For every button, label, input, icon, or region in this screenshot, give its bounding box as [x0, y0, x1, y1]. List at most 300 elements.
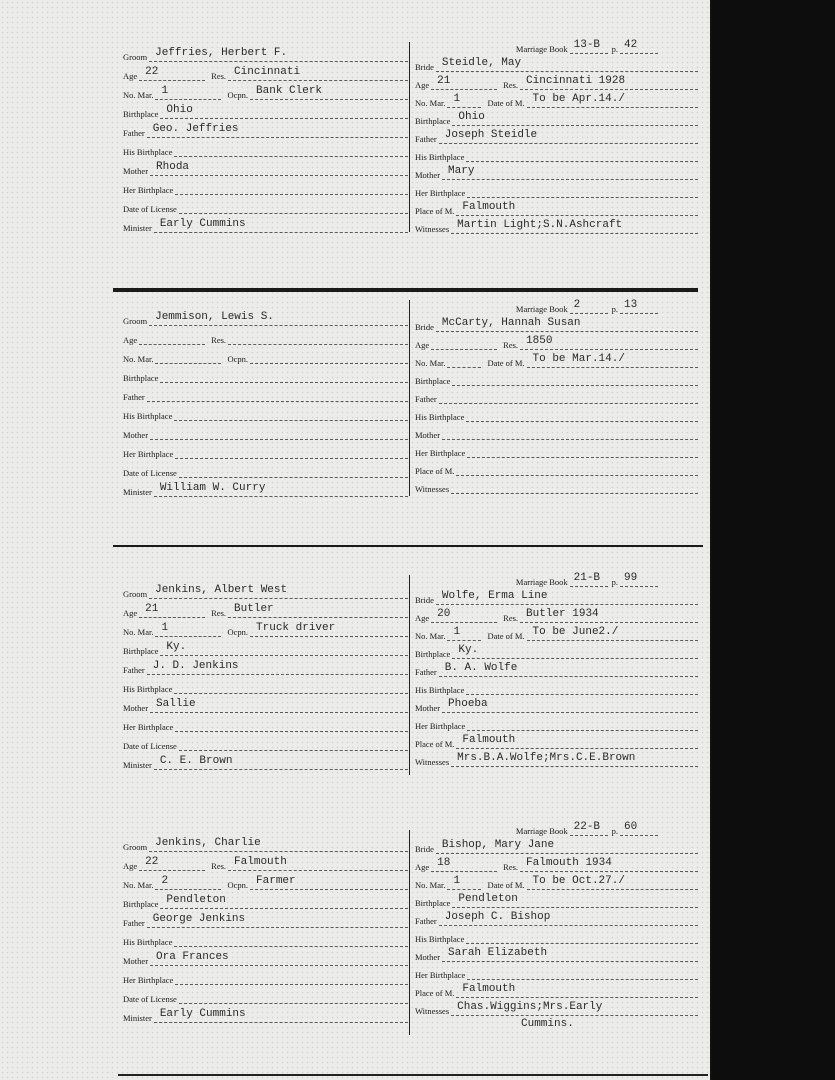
groom-res — [228, 329, 408, 345]
marriage-book-number: 21-B — [570, 571, 608, 587]
groom-mother: Rhoda — [150, 160, 408, 176]
groom-res: Butler — [228, 602, 408, 618]
groom-his-birthplace — [174, 678, 408, 694]
groom-field-row — [123, 405, 408, 421]
field-label: Minister — [123, 223, 152, 233]
bride-field-row — [415, 607, 698, 623]
groom-date-of-license — [179, 988, 408, 1004]
bride-date-of-m: To be Oct.27./ — [527, 874, 698, 890]
field-label: Birthplace — [123, 646, 159, 656]
field-label: Mother — [123, 703, 149, 713]
groom-name: Jenkins, Charlie — [149, 836, 408, 852]
field-label: His Birthplace — [415, 685, 465, 695]
field-label: Witnesses — [415, 757, 450, 767]
page-edge — [710, 0, 712, 1080]
field-label: No. Mar. — [123, 627, 154, 637]
groom-field-row — [123, 640, 408, 656]
marriage-book-page: 13 — [620, 298, 658, 314]
groom-field-row — [123, 950, 408, 966]
groom-mother: Sallie — [150, 697, 408, 713]
field-label: Father — [123, 392, 145, 402]
field-label: Mother — [415, 430, 441, 440]
groom-ocpn: Bank Clerk — [250, 84, 408, 100]
field-label: Res. — [503, 862, 519, 872]
field-label: Her Birthplace — [415, 448, 466, 458]
field-label: Witnesses — [415, 224, 450, 234]
bride-mother: Mary — [442, 164, 698, 180]
field-label: Her Birthplace — [123, 975, 174, 985]
column-divider — [409, 300, 410, 496]
field-label: Date of M. — [487, 631, 525, 641]
groom-field-row — [123, 716, 408, 732]
field-label: Her Birthplace — [123, 722, 174, 732]
bride-field-row — [415, 92, 698, 108]
field-label: Mother — [415, 703, 441, 713]
bride-field-row — [415, 424, 698, 440]
field-label: Mother — [123, 166, 149, 176]
field-label: Place of M. — [415, 988, 455, 998]
groom-res: Cincinnati — [228, 65, 408, 81]
groom-field-row — [123, 65, 408, 81]
field-label: No. Mar. — [415, 98, 446, 108]
bride-his-birthplace — [466, 679, 698, 695]
field-label: Res. — [211, 861, 227, 871]
groom-field-row — [123, 754, 408, 770]
bride-witnesses: Mrs.B.A.Wolfe;Mrs.C.E.Brown — [451, 751, 698, 767]
bride-field-row — [415, 164, 698, 180]
bride-field-row — [415, 856, 698, 872]
groom-her-birthplace — [175, 969, 408, 985]
groom-birthplace — [160, 367, 408, 383]
field-label: Birthplace — [415, 649, 451, 659]
field-label: Her Birthplace — [415, 721, 466, 731]
bride-age — [431, 334, 497, 350]
field-label: Mother — [123, 430, 149, 440]
bride-field-row — [415, 128, 698, 144]
bride-field-row — [415, 38, 698, 54]
bride-birthplace: Ohio — [452, 110, 698, 126]
groom-field-row — [123, 481, 408, 497]
bride-field-row — [415, 733, 698, 749]
groom-field-row — [123, 602, 408, 618]
bride-field-row — [415, 946, 698, 962]
bride-field-row — [415, 964, 698, 980]
bride-field-row — [415, 928, 698, 944]
field-label: Date of M. — [487, 358, 525, 368]
field-label: His Birthplace — [415, 934, 465, 944]
groom-age: 21 — [139, 602, 205, 618]
bride-place-of-m: Falmouth — [456, 982, 698, 998]
groom-field-row — [123, 46, 408, 62]
bride-no-mar — [447, 352, 481, 368]
card-top-border — [113, 288, 698, 290]
field-label: Age — [123, 71, 138, 81]
bride-father: Joseph C. Bishop — [439, 910, 698, 926]
field-label: Date of License — [123, 468, 177, 478]
groom-no-mar — [155, 348, 221, 364]
bride-his-birthplace — [466, 406, 698, 422]
groom-age — [139, 329, 205, 345]
bride-mother: Sarah Elizabeth — [442, 946, 698, 962]
groom-minister: C. E. Brown — [154, 754, 408, 770]
bride-field-row — [415, 406, 698, 422]
field-label: Father — [415, 916, 437, 926]
marriage-book-number: 2 — [570, 298, 608, 314]
bride-field-row — [415, 679, 698, 695]
field-label: Ocpn. — [227, 90, 249, 100]
field-label: Age — [123, 608, 138, 618]
bride-field-row — [415, 146, 698, 162]
bride-her-birthplace — [467, 442, 698, 458]
field-label: Res. — [211, 335, 227, 345]
groom-mother: Ora Frances — [150, 950, 408, 966]
groom-father: J. D. Jenkins — [147, 659, 408, 675]
bride-mother: Phoeba — [442, 697, 698, 713]
bride-field-row — [415, 1000, 698, 1016]
bride-father: B. A. Wolfe — [439, 661, 698, 677]
field-label: His Birthplace — [123, 147, 173, 157]
groom-field-row — [123, 348, 408, 364]
groom-ocpn: Truck driver — [250, 621, 408, 637]
marriage-book-label: Marriage Book — [515, 304, 568, 314]
next-card-border — [118, 1074, 708, 1076]
bride-field-row — [415, 838, 698, 854]
field-label: His Birthplace — [123, 411, 173, 421]
field-label: Date of M. — [487, 880, 525, 890]
bride-his-birthplace — [466, 928, 698, 944]
field-label: Birthplace — [415, 898, 451, 908]
page-label: p. — [611, 826, 618, 836]
bride-place-of-m: Falmouth — [456, 200, 698, 216]
bride-field-row — [415, 334, 698, 350]
bride-field-row — [415, 478, 698, 494]
bride-field-row — [415, 110, 698, 126]
bride-no-mar: 1 — [447, 625, 481, 641]
field-label: Place of M. — [415, 466, 455, 476]
groom-field-row — [123, 122, 408, 138]
field-label: No. Mar. — [123, 880, 154, 890]
field-label: Ocpn. — [227, 354, 249, 364]
groom-birthplace: Pendleton — [160, 893, 408, 909]
bride-field-row — [415, 589, 698, 605]
groom-field-row — [123, 367, 408, 383]
bride-birthplace — [452, 370, 698, 386]
field-label: Her Birthplace — [123, 185, 174, 195]
field-label: No. Mar. — [123, 354, 154, 364]
field-label: Witnesses — [415, 484, 450, 494]
field-label: Birthplace — [123, 373, 159, 383]
bride-field-row — [415, 316, 698, 332]
field-label: Witnesses — [415, 1006, 450, 1016]
bride-name: Steidle, May — [436, 56, 698, 72]
groom-birthplace: Ky. — [160, 640, 408, 656]
groom-his-birthplace — [174, 405, 408, 421]
bride-date-of-m: To be Apr.14./ — [527, 92, 698, 108]
field-label: Mother — [415, 952, 441, 962]
marriage-book-number: 22-B — [570, 820, 608, 836]
field-label: Res. — [211, 71, 227, 81]
groom-field-row — [123, 678, 408, 694]
groom-no-mar: 1 — [155, 84, 221, 100]
bride-date-of-m: To be June2./ — [527, 625, 698, 641]
bride-field-row — [415, 460, 698, 476]
groom-age: 22 — [139, 65, 205, 81]
bride-res: Butler 1934 — [520, 607, 698, 623]
bride-age: 18 — [431, 856, 497, 872]
bride-birthplace: Ky. — [452, 643, 698, 659]
groom-mother — [150, 424, 408, 440]
marriage-record-card — [113, 292, 698, 532]
field-label: Age — [123, 335, 138, 345]
groom-field-row — [123, 179, 408, 195]
bride-father — [439, 388, 698, 404]
groom-his-birthplace — [174, 931, 408, 947]
bride-res: Cincinnati 1928 — [520, 74, 698, 90]
field-label: No. Mar. — [415, 631, 446, 641]
field-label: Father — [123, 918, 145, 928]
bride-her-birthplace — [467, 715, 698, 731]
groom-field-row — [123, 103, 408, 119]
bride-res: 1850 — [520, 334, 698, 350]
field-label: Res. — [211, 608, 227, 618]
bride-name: McCarty, Hannah Susan — [436, 316, 698, 332]
marriage-book-number: 13-B — [570, 38, 608, 54]
groom-age: 22 — [139, 855, 205, 871]
bride-her-birthplace — [467, 964, 698, 980]
groom-field-row — [123, 84, 408, 100]
groom-field-row — [123, 160, 408, 176]
bride-place-of-m: Falmouth — [456, 733, 698, 749]
bride-witnesses — [451, 478, 698, 494]
field-label: No. Mar. — [415, 880, 446, 890]
bride-field-row — [415, 56, 698, 72]
bride-mother — [442, 424, 698, 440]
groom-field-row — [123, 462, 408, 478]
field-label: Age — [415, 862, 430, 872]
groom-date-of-license — [179, 735, 408, 751]
field-label: Bride — [415, 62, 434, 72]
page-label: p. — [611, 304, 618, 314]
groom-ocpn: Farmer — [250, 874, 408, 890]
groom-her-birthplace — [175, 179, 408, 195]
bride-name: Bishop, Mary Jane — [436, 838, 698, 854]
column-divider — [409, 42, 410, 232]
groom-his-birthplace — [174, 141, 408, 157]
groom-her-birthplace — [175, 716, 408, 732]
field-label: Minister — [123, 760, 152, 770]
field-label: Age — [415, 613, 430, 623]
field-label: Ocpn. — [227, 627, 249, 637]
bride-her-birthplace — [467, 182, 698, 198]
field-label: Birthplace — [123, 109, 159, 119]
marriage-book-page: 60 — [620, 820, 658, 836]
bride-field-row — [415, 643, 698, 659]
bride-name: Wolfe, Erma Line — [436, 589, 698, 605]
groom-field-row — [123, 931, 408, 947]
page-label: p. — [611, 577, 618, 587]
field-label: Place of M. — [415, 206, 455, 216]
bride-no-mar: 1 — [447, 92, 481, 108]
bride-field-row — [415, 715, 698, 731]
field-label: His Birthplace — [123, 937, 173, 947]
bride-field-row — [415, 442, 698, 458]
marriage-record-card — [113, 545, 698, 785]
field-label: Age — [123, 861, 138, 871]
field-label: Date of License — [123, 741, 177, 751]
bride-age: 21 — [431, 74, 497, 90]
bride-witnesses: Martin Light;S.N.Ashcraft — [451, 218, 698, 234]
groom-no-mar: 1 — [155, 621, 221, 637]
page-label: p. — [611, 44, 618, 54]
bride-field-row — [415, 874, 698, 890]
marriage-book-label: Marriage Book — [515, 44, 568, 54]
field-label: Birthplace — [415, 116, 451, 126]
groom-field-row — [123, 855, 408, 871]
field-label: Res. — [503, 80, 519, 90]
field-label: No. Mar. — [415, 358, 446, 368]
field-label: Date of M. — [487, 98, 525, 108]
groom-field-row — [123, 659, 408, 675]
bride-field-row — [415, 661, 698, 677]
field-label: Groom — [123, 316, 148, 326]
field-label: Birthplace — [123, 899, 159, 909]
groom-minister: Early Cummins — [154, 1007, 408, 1023]
field-label: Res. — [503, 613, 519, 623]
groom-field-row — [123, 912, 408, 928]
groom-field-row — [123, 141, 408, 157]
groom-field-row — [123, 443, 408, 459]
field-label: Father — [123, 128, 145, 138]
field-label: Bride — [415, 595, 434, 605]
groom-field-row — [123, 424, 408, 440]
groom-ocpn — [250, 348, 408, 364]
groom-her-birthplace — [175, 443, 408, 459]
groom-field-row — [123, 386, 408, 402]
field-label: Minister — [123, 1013, 152, 1023]
field-label: Groom — [123, 842, 148, 852]
field-label: Bride — [415, 322, 434, 332]
groom-name: Jeffries, Herbert F. — [149, 46, 408, 62]
marriage-record-card — [113, 38, 698, 278]
bride-his-birthplace — [466, 146, 698, 162]
field-label: Her Birthplace — [415, 188, 466, 198]
bride-witnesses: Chas.Wiggins;Mrs.Early — [451, 1000, 698, 1016]
field-label: Res. — [503, 340, 519, 350]
marriage-book-page: 42 — [620, 38, 658, 54]
bride-place-of-m — [456, 460, 698, 476]
groom-name: Jenkins, Albert West — [149, 583, 408, 599]
field-label: His Birthplace — [415, 412, 465, 422]
bride-field-row — [415, 74, 698, 90]
field-label: Minister — [123, 487, 152, 497]
field-label: His Birthplace — [415, 152, 465, 162]
groom-field-row — [123, 198, 408, 214]
field-label: Groom — [123, 52, 148, 62]
witnesses-continued: Cummins. — [521, 1018, 574, 1030]
card-top-border — [113, 545, 703, 547]
bride-field-row — [415, 388, 698, 404]
field-label: Her Birthplace — [123, 449, 174, 459]
field-label: His Birthplace — [123, 684, 173, 694]
field-label: Ocpn. — [227, 880, 249, 890]
bride-field-row — [415, 751, 698, 767]
bride-field-row — [415, 182, 698, 198]
marriage-book-label: Marriage Book — [515, 826, 568, 836]
groom-no-mar: 2 — [155, 874, 221, 890]
groom-field-row — [123, 310, 408, 326]
field-label: Place of M. — [415, 739, 455, 749]
groom-field-row — [123, 621, 408, 637]
field-label: Mother — [415, 170, 441, 180]
field-label: No. Mar. — [123, 90, 154, 100]
bride-birthplace: Pendleton — [452, 892, 698, 908]
groom-field-row — [123, 836, 408, 852]
groom-name: Jemmison, Lewis S. — [149, 310, 408, 326]
groom-minister: William W. Curry — [154, 481, 408, 497]
field-label: Age — [415, 340, 430, 350]
bride-field-row — [415, 352, 698, 368]
bride-field-row — [415, 910, 698, 926]
groom-father: George Jenkins — [147, 912, 408, 928]
field-label: Mother — [123, 956, 149, 966]
groom-field-row — [123, 893, 408, 909]
marriage-book-page: 99 — [620, 571, 658, 587]
field-label: Date of License — [123, 204, 177, 214]
field-label: Date of License — [123, 994, 177, 1004]
bride-field-row — [415, 697, 698, 713]
groom-birthplace: Ohio — [160, 103, 408, 119]
column-divider — [409, 830, 410, 1035]
groom-field-row — [123, 874, 408, 890]
groom-res: Falmouth — [228, 855, 408, 871]
groom-field-row — [123, 969, 408, 985]
bride-field-row — [415, 298, 698, 314]
field-label: Father — [415, 394, 437, 404]
groom-field-row — [123, 735, 408, 751]
groom-field-row — [123, 697, 408, 713]
groom-minister: Early Cummins — [154, 217, 408, 233]
field-label: Her Birthplace — [415, 970, 466, 980]
groom-field-row — [123, 1007, 408, 1023]
field-label: Father — [415, 667, 437, 677]
field-label: Groom — [123, 589, 148, 599]
groom-date-of-license — [179, 462, 408, 478]
groom-field-row — [123, 583, 408, 599]
groom-field-row — [123, 988, 408, 1004]
bride-field-row — [415, 200, 698, 216]
bride-field-row — [415, 820, 698, 836]
field-label: Father — [415, 134, 437, 144]
groom-date-of-license — [179, 198, 408, 214]
bride-field-row — [415, 370, 698, 386]
column-divider — [409, 575, 410, 775]
field-label: Bride — [415, 844, 434, 854]
field-label: Age — [415, 80, 430, 90]
bride-field-row — [415, 625, 698, 641]
bride-res: Falmouth 1934 — [520, 856, 698, 872]
bride-field-row — [415, 892, 698, 908]
bride-field-row — [415, 571, 698, 587]
bride-field-row — [415, 982, 698, 998]
bride-field-row — [415, 218, 698, 234]
bride-age: 20 — [431, 607, 497, 623]
groom-father — [147, 386, 408, 402]
bride-father: Joseph Steidle — [439, 128, 698, 144]
field-label: Birthplace — [415, 376, 451, 386]
groom-father: Geo. Jeffries — [147, 122, 408, 138]
bride-date-of-m: To be Mar.14./ — [527, 352, 698, 368]
marriage-record-card — [113, 820, 698, 1060]
